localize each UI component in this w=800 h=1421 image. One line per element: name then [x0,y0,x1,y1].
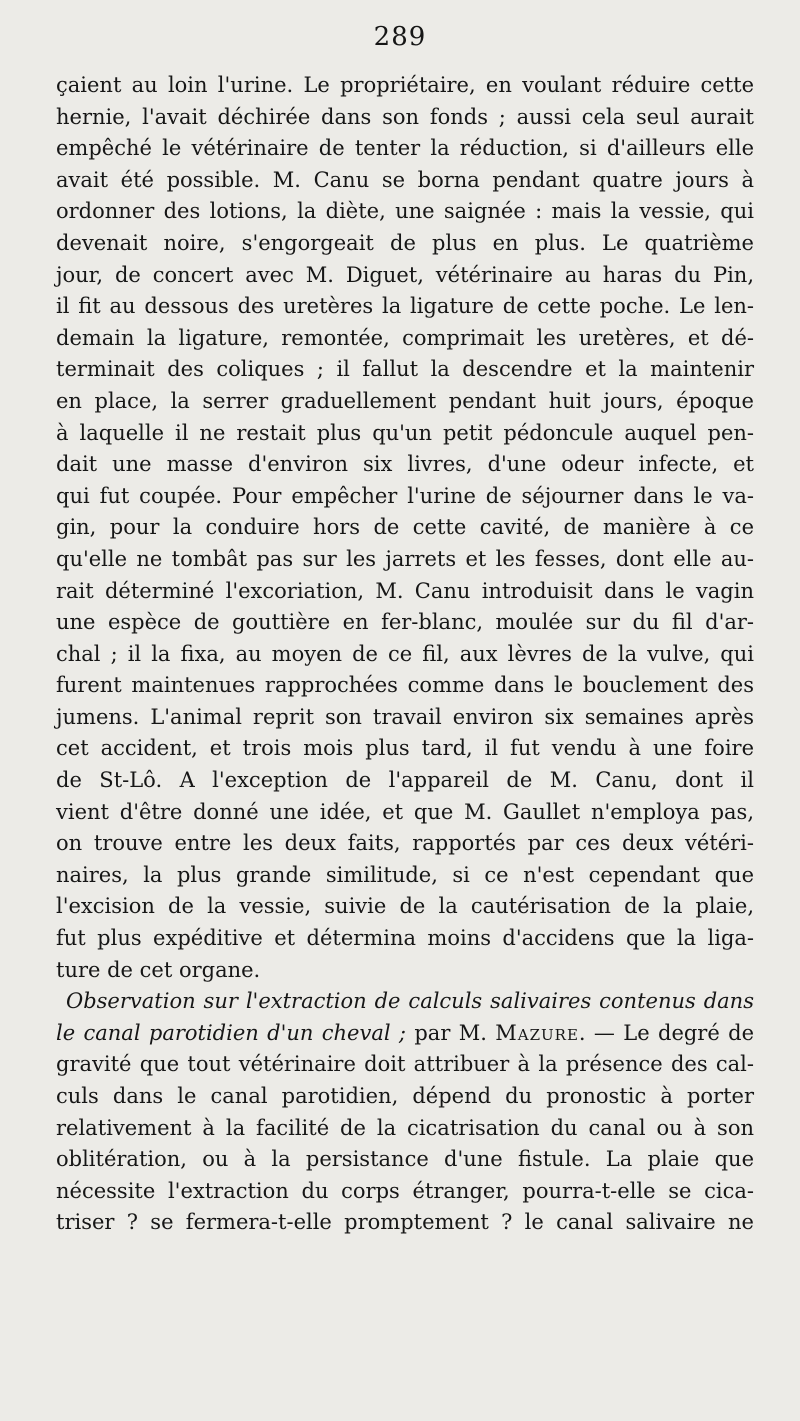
text-line: cet accident, et trois mois plus tard, il fut vendu à une foire [56,736,754,761]
text-line: ordonner des lotions, la diète, une saignée : mais la vessie, qui [56,199,754,224]
observation-title-line-2 [56,1018,754,1050]
text-line: oblitération, ou à la persistance d'une fistule. La plaie que [56,1147,754,1172]
text-line: fut plus expéditive et détermina moins d'accidens que la liga- [56,926,754,951]
observation-by: par M. [414,1020,487,1045]
observation-author: Mazure [495,1020,579,1045]
text-line: ture de cet organe. [56,957,261,982]
observation-intro: . — Le degré de [578,1020,754,1045]
text-line: devenait noire, s'engorgeait de plus en plus. Le quatrième [56,230,754,255]
text-line: relativement à la facilité de la cicatrisation du canal ou à son [56,1115,754,1140]
text-line: hernie, l'avait déchirée dans son fonds ; aussi cela seul aurait [56,104,754,129]
text-line: empêché le vétérinaire de tenter la réduction, si d'ailleurs elle [56,136,754,161]
text-line: à laquelle il ne restait plus qu'un petit pédoncule auquel pen- [56,420,754,445]
text-line: rait déterminé l'excoriation, M. Canu introduisit dans le vagin [56,578,754,603]
text-line: naires, la plus grande similitude, si ce n'est cependant que [56,862,754,887]
body-text [56,70,754,1239]
text-line: on trouve entre les deux faits, rapportés par ces deux vétéri- [56,831,754,856]
text-line: qui fut coupée. Pour empêcher l'urine de séjourner dans le va- [56,483,754,508]
text-line: gravité que tout vétérinaire doit attribuer à la présence des cal- [56,1052,754,1077]
text-line: triser ? se fermera-t-elle promptement ? le canal salivaire ne [56,1210,754,1235]
text-line: l'excision de la vessie, suivie de la cautérisation de la plaie, [56,894,754,919]
text-line: jour, de concert avec M. Diguet, vétérinaire au haras du Pin, [56,262,754,287]
text-line: vient d'être donné une idée, et que M. Gaullet n'employa pas, [56,799,754,824]
observation-title-italic: le canal parotidien d'un cheval ; [56,1020,406,1045]
text-line: avait été possible. M. Canu se borna pendant quatre jours à [56,167,754,192]
text-line: culs dans le canal parotidien, dépend du pronostic à porter [56,1084,754,1108]
text-line: il fit au dessous des uretères la ligature de cette poche. Le len- [56,294,754,319]
text-line: çaient au loin l'urine. Le propriétaire, en voulant réduire cette [56,73,754,97]
text-line: terminait des coliques ; il fallut la descendre et la maintenir [56,357,754,382]
text-line: demain la ligature, remontée, comprimait les uretères, et dé- [56,325,754,350]
text-line: de St-Lô. A l'exception de l'appareil de M. Canu, dont il [56,768,754,793]
text-line: nécessite l'extraction du corps étranger, pourra-t-elle se cica- [56,1178,754,1203]
text-line: furent maintenues rapprochées comme dans le bouclement des [56,673,754,698]
text-line: chal ; il la fixa, au moyen de ce fil, aux lèvres de la vulve, qui [56,641,754,666]
text-line: gin, pour la conduire hors de cette cavité, de manière à ce [56,515,754,540]
page-number: 289 [373,22,427,52]
observation-title: Observation sur l'extraction de calculs salivaires contenus dans [66,989,754,1014]
text-line: jumens. L'animal reprit son travail environ six semaines après [56,704,754,729]
text-line: une espèce de gouttière en fer-blanc, moulée sur du fil d'ar- [56,610,754,635]
text-line: dait une masse d'environ six livres, d'une odeur infecte, et [56,452,754,477]
text-line: en place, la serrer graduellement pendant huit jours, époque [56,388,754,413]
text-line: qu'elle ne tombât pas sur les jarrets et les fesses, dont elle au- [56,546,754,571]
